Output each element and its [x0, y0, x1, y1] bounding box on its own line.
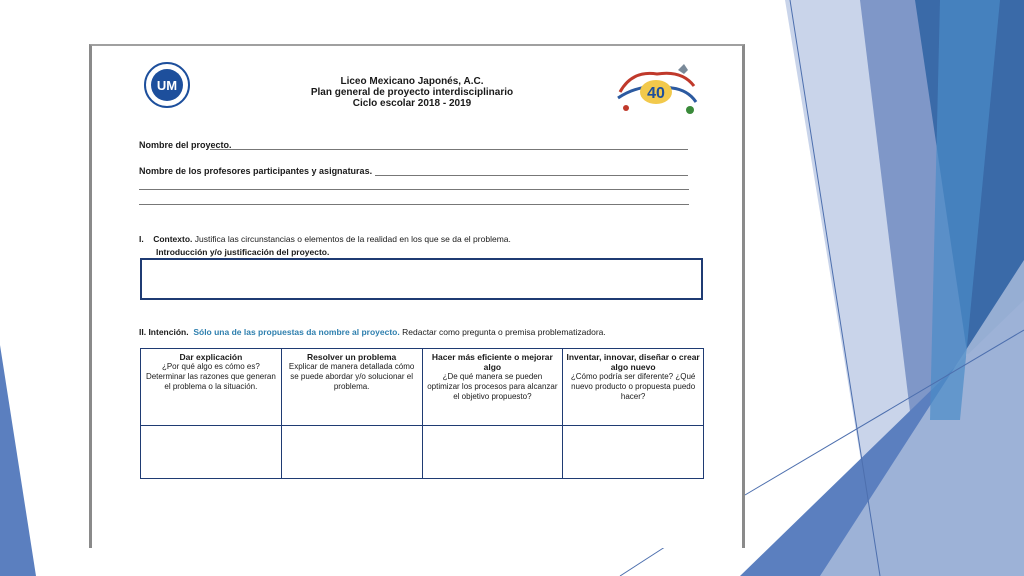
- intent-col-body: ¿Por qué algo es cómo es? Determinar las razones que generan el problema o la situación.: [145, 362, 276, 391]
- intent-table: [140, 348, 704, 479]
- section-1-title: Contexto.: [153, 234, 193, 244]
- logo-left-text: UM: [156, 78, 178, 93]
- project-name-label: Nombre del proyecto.: [139, 140, 232, 150]
- intent-col-title: Resolver un problema: [306, 352, 397, 362]
- section-1-context: [139, 234, 511, 244]
- school-name: Liceo Mexicano Japonés, A.C.: [340, 76, 484, 87]
- anniversary-logo-right: [612, 62, 702, 118]
- section-1-text: Justifica las circunstancias o elementos de la realidad en los que se da el problema.: [194, 234, 511, 244]
- section-1-numeral: I.: [139, 234, 144, 244]
- intent-col-body: ¿Cómo podría ser diferente? ¿Qué nuevo producto o propuesta puedo hacer?: [570, 372, 696, 401]
- intent-answer-cell[interactable]: [563, 426, 704, 479]
- intent-col-body: Explicar de manera detallada cómo se puede abordar y/o solucionar el problema.: [288, 362, 415, 391]
- intent-col-innovate: [563, 349, 704, 426]
- intent-col-title: Inventar, innovar, diseñar o crear algo nuevo: [566, 352, 700, 372]
- intent-col-explain: [141, 349, 282, 426]
- section-2-title: II. Intención.: [139, 327, 189, 337]
- plan-title: Plan general de proyecto interdisciplinario: [310, 87, 514, 98]
- teachers-line-2: [139, 189, 689, 190]
- intent-answer-cell[interactable]: [422, 426, 563, 479]
- section-2-text: Redactar como pregunta o premisa problematizadora.: [402, 327, 606, 337]
- teachers-line-1: [375, 175, 688, 176]
- section-1-subtitle: Introducción y/o justificación del proyecto.: [156, 247, 330, 257]
- school-year: Ciclo escolar 2018 - 2019: [352, 98, 472, 109]
- intent-col-title: Hacer más eficiente o mejorar algo: [431, 352, 553, 372]
- project-name-line: [210, 149, 688, 150]
- teachers-label: Nombre de los profesores participantes y asignaturas.: [139, 166, 373, 176]
- context-input-box[interactable]: [140, 258, 703, 300]
- left-blue-shape: [0, 345, 36, 576]
- intent-col-solve: [281, 349, 422, 426]
- document-header: [242, 76, 582, 109]
- intent-answer-cell[interactable]: [141, 426, 282, 479]
- section-2-accent: Sólo una de las propuestas da nombre al proyecto.: [193, 327, 400, 337]
- school-logo-left: [140, 60, 200, 110]
- section-2-intent: [139, 327, 606, 337]
- intent-col-title: Dar explicación: [179, 352, 243, 362]
- document-page: [89, 44, 745, 548]
- intent-answer-cell[interactable]: [281, 426, 422, 479]
- intent-col-improve: [422, 349, 563, 426]
- teachers-line-3: [139, 204, 689, 205]
- intent-col-body: ¿De qué manera se pueden optimizar los procesos para alcanzar el objetivo propuesto?: [427, 372, 558, 401]
- thin-line-3: [620, 545, 668, 576]
- logo-right-text: 40: [647, 85, 665, 102]
